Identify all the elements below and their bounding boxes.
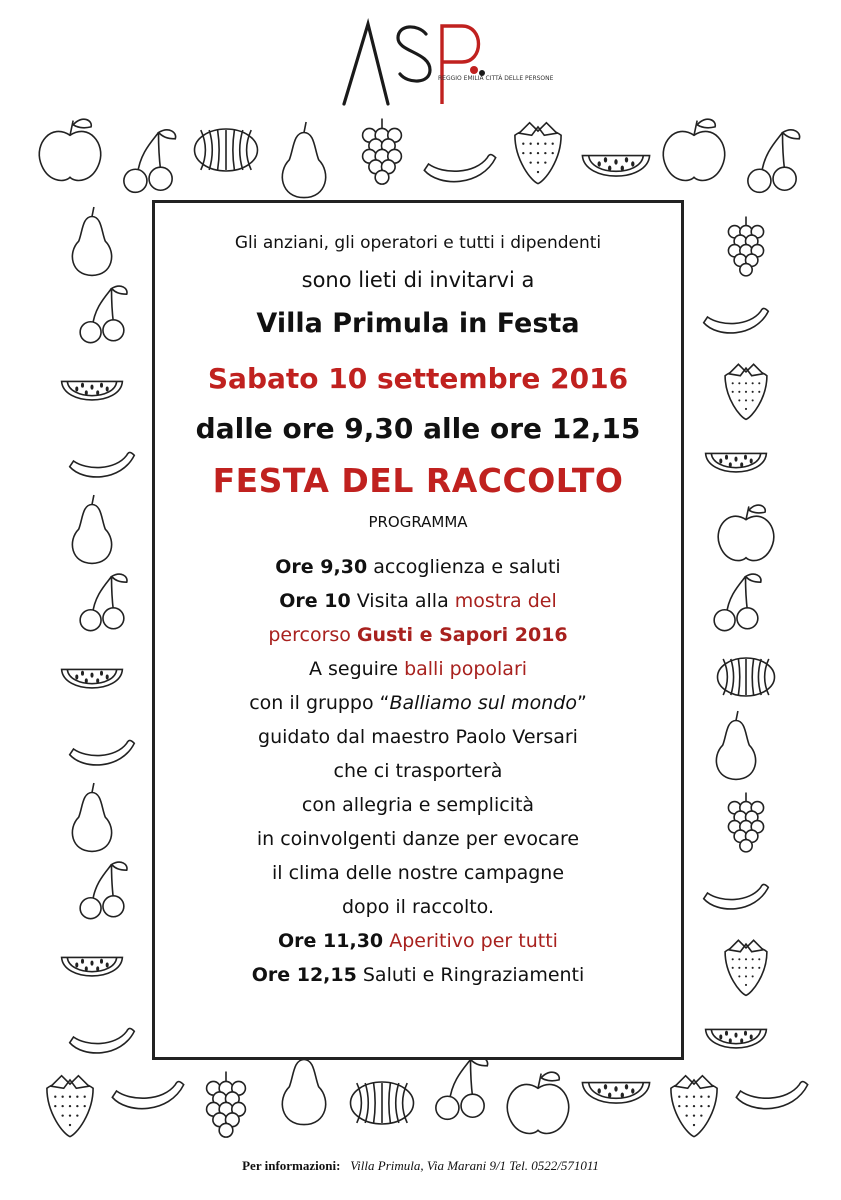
event-date: Sabato 10 settembre 2016: [207, 362, 629, 395]
banana-icon: [736, 1082, 807, 1109]
logo-letter-p: [442, 26, 479, 104]
program-item-12: Ore 11,30 Aperitivo per tutti: [278, 930, 558, 952]
logo-letter-a: [344, 24, 388, 104]
watermelon-slice-icon: [62, 957, 123, 976]
cherry-icon: [714, 574, 761, 631]
program-item-2: Ore 10 Visita alla mostra del: [279, 590, 557, 612]
strawberry-icon: [725, 940, 767, 995]
watermelon-slice-icon: [582, 156, 649, 176]
strawberry-icon: [725, 364, 767, 419]
grape-icon: [728, 793, 763, 852]
apple-icon: [39, 119, 100, 180]
program-item-1: Ore 9,30 accoglienza e saluti: [275, 556, 561, 578]
program-item-3: percorso Gusti e Sapori 2016: [268, 624, 568, 646]
banana-icon: [70, 1028, 135, 1053]
logo-dot-icon: [470, 66, 478, 74]
melon-icon: [195, 129, 258, 171]
event-time: dalle ore 9,30 alle ore 12,15: [195, 412, 641, 445]
watermelon-slice-icon: [62, 381, 123, 400]
watermelon-slice-icon: [706, 1029, 767, 1048]
cherry-icon: [436, 1057, 488, 1119]
apple-icon: [507, 1072, 568, 1133]
banana-icon: [70, 740, 135, 765]
grape-icon: [207, 1072, 246, 1138]
program-item-7: che ci trasporterà: [333, 760, 503, 782]
strawberry-icon: [671, 1076, 717, 1137]
cherry-icon: [80, 286, 127, 343]
program-item-4: A seguire balli popolari: [308, 658, 528, 680]
grape-icon: [728, 217, 763, 276]
watermelon-slice-icon: [706, 453, 767, 472]
program-item-8: con allegria e semplicità: [301, 794, 535, 816]
strawberry-icon: [515, 123, 561, 184]
intro-line-2: sono lieti di invitarvi a: [301, 268, 535, 292]
watermelon-slice-icon: [582, 1083, 649, 1103]
banana-icon: [70, 452, 135, 477]
cherry-icon: [748, 130, 800, 192]
apple-icon: [663, 119, 724, 180]
banana-icon: [704, 308, 769, 333]
cherry-icon: [124, 130, 176, 192]
program-item-9: in coinvolgenti danze per evocare: [256, 828, 580, 850]
banana-icon: [704, 884, 769, 909]
footer-contact: Villa Primula, Via Marani 9/1 Tel. 0522/571011: [350, 1158, 599, 1173]
pear-icon: [72, 783, 111, 851]
watermelon-slice-icon: [62, 669, 123, 688]
pear-icon: [72, 495, 111, 563]
program-heading: PROGRAMMA: [368, 513, 468, 531]
pear-icon: [282, 122, 325, 198]
pear-icon: [72, 207, 111, 275]
melon-icon: [718, 658, 775, 696]
program-item-13: Ore 12,15 Saluti e Ringraziamenti: [251, 964, 585, 986]
program-item-11: dopo il raccolto.: [341, 896, 495, 918]
cherry-icon: [80, 574, 127, 631]
festival-title: FESTA DEL RACCOLTO: [212, 461, 624, 500]
logo-letter-s: [398, 27, 430, 81]
melon-icon: [351, 1082, 414, 1124]
logo-tagline: REGGIO EMILIA CITTÀ DELLE PERSONE: [438, 75, 554, 82]
pear-icon: [282, 1049, 325, 1125]
banana-icon: [424, 155, 495, 182]
pear-icon: [716, 711, 755, 779]
footer-info: [0, 1158, 841, 1174]
apple-icon: [718, 505, 774, 560]
footer-label: Per informazioni:: [242, 1158, 341, 1173]
cherry-icon: [80, 862, 127, 919]
intro-line-1: Gli anziani, gli operatori e tutti i dipendenti: [234, 233, 602, 253]
program-item-10: il clima delle nostre campagne: [271, 862, 565, 884]
strawberry-icon: [47, 1076, 93, 1137]
event-name: Villa Primula in Festa: [256, 308, 580, 339]
banana-icon: [112, 1082, 183, 1109]
grape-icon: [363, 119, 402, 185]
program-item-5: con il gruppo “Balliamo sul mondo”: [249, 692, 587, 714]
program-item-6: guidato dal maestro Paolo Versari: [258, 726, 578, 748]
